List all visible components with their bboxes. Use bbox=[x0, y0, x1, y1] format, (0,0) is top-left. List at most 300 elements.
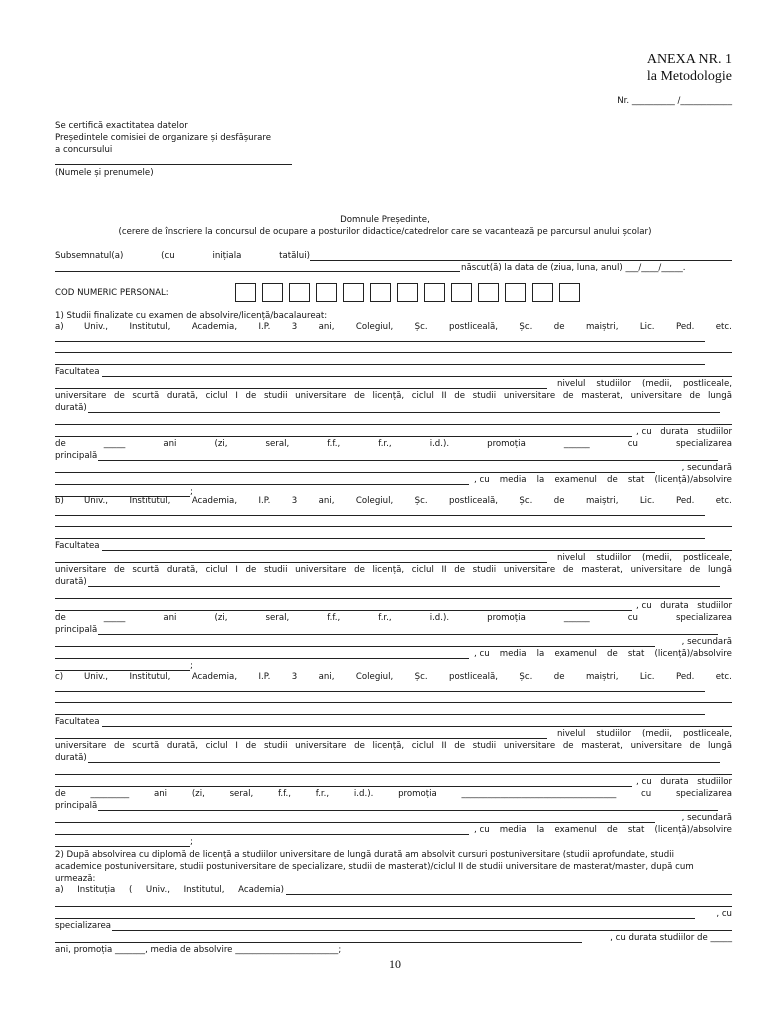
duration-field[interactable] bbox=[88, 412, 720, 413]
principal-label: principală bbox=[55, 625, 98, 635]
section-2-line-1: 2) După absolvirea cu diplomă de licență a studiilor universitare de lungă durată am absolvit cursuri postuniversitare (studii aprofundate, studii bbox=[55, 850, 674, 860]
word: Șc. bbox=[414, 496, 428, 506]
request-subtitle: (cerere de înscriere la concursul de ocupare a posturilor didactice/catedrelor care se vacantează pe parcursul anului școlar) bbox=[118, 227, 652, 237]
blank-field[interactable] bbox=[55, 424, 732, 425]
word: examenul bbox=[554, 825, 597, 835]
word: de bbox=[55, 789, 66, 799]
word: Institutul, bbox=[129, 322, 171, 332]
cnp-digit-box[interactable] bbox=[370, 283, 391, 302]
word: ciclul bbox=[411, 741, 434, 751]
word: 3 bbox=[291, 496, 298, 506]
study-level-continued bbox=[55, 391, 732, 401]
word: I bbox=[235, 565, 238, 575]
word: de bbox=[553, 672, 565, 682]
cnp-digit-box[interactable] bbox=[451, 283, 472, 302]
section-2-field[interactable] bbox=[55, 906, 732, 907]
word: Academia, bbox=[191, 322, 238, 332]
salutation: Domnule Președinte, bbox=[340, 215, 430, 225]
word: ciclul bbox=[205, 741, 228, 751]
word: universitare bbox=[630, 391, 682, 401]
section-2-line-3: urmează: bbox=[55, 874, 96, 884]
blank-field[interactable] bbox=[55, 598, 732, 599]
cnp-digit-box[interactable] bbox=[505, 283, 526, 302]
word: _____ bbox=[103, 613, 126, 623]
word: (zi, bbox=[214, 439, 228, 449]
word: examenul bbox=[554, 649, 597, 659]
word: studii bbox=[472, 391, 497, 401]
word: Colegiul, bbox=[355, 496, 394, 506]
word: nivelul bbox=[557, 553, 586, 563]
word: examenul bbox=[554, 475, 597, 485]
word: maiștri, bbox=[585, 496, 619, 506]
word: de bbox=[113, 741, 125, 751]
blank-field[interactable] bbox=[55, 526, 732, 527]
word: ani bbox=[163, 613, 177, 623]
word: universitare bbox=[295, 565, 347, 575]
word: de bbox=[245, 741, 257, 751]
word: de bbox=[454, 391, 465, 401]
word: Institutul, bbox=[183, 885, 225, 895]
cnp-digit-box[interactable] bbox=[424, 283, 445, 302]
word: Lic. bbox=[639, 322, 655, 332]
faculty-field[interactable] bbox=[102, 726, 732, 727]
word: ciclul bbox=[205, 391, 228, 401]
blank-field[interactable] bbox=[55, 341, 705, 342]
word: de bbox=[689, 741, 701, 751]
study-duration-words bbox=[636, 777, 732, 787]
word: inițiala bbox=[212, 251, 242, 261]
word: f.r., bbox=[378, 613, 392, 623]
word: lungă bbox=[707, 741, 732, 751]
word: i.d.). bbox=[353, 789, 374, 799]
faculty-field[interactable] bbox=[102, 550, 732, 551]
word: masterat, bbox=[581, 391, 623, 401]
word: 3 bbox=[291, 672, 298, 682]
word: a) bbox=[55, 885, 64, 895]
certify-line-1: Se certifică exactitatea datelor bbox=[55, 121, 188, 131]
word: de bbox=[113, 565, 125, 575]
word: ciclul bbox=[411, 391, 434, 401]
cnp-digit-box[interactable] bbox=[235, 283, 256, 302]
block-letter: b) bbox=[55, 496, 64, 506]
study-level-continued bbox=[55, 565, 732, 575]
word: ani bbox=[163, 439, 177, 449]
word: de bbox=[245, 391, 257, 401]
word: cu bbox=[627, 613, 638, 623]
cnp-digit-box[interactable] bbox=[343, 283, 364, 302]
word: stat bbox=[627, 649, 645, 659]
word: seral, bbox=[229, 789, 254, 799]
word: Colegiul, bbox=[355, 672, 394, 682]
word: universitare bbox=[503, 741, 556, 751]
word: de bbox=[55, 613, 66, 623]
word: universitare bbox=[630, 565, 682, 575]
word: durata bbox=[660, 777, 689, 787]
secondary-label: , secundară bbox=[681, 637, 732, 647]
word: (zi, bbox=[214, 613, 228, 623]
word: _________ bbox=[90, 789, 130, 799]
cnp-digit-box[interactable] bbox=[289, 283, 310, 302]
word: de bbox=[55, 439, 66, 449]
semicolon: ; bbox=[190, 661, 193, 671]
word: , cu bbox=[474, 475, 490, 485]
word: 3 bbox=[291, 322, 298, 332]
cnp-digit-box[interactable] bbox=[262, 283, 283, 302]
word: scurtă bbox=[132, 565, 160, 575]
word: , cu bbox=[474, 649, 490, 659]
faculty-field-2[interactable] bbox=[55, 562, 547, 563]
word: lungă bbox=[707, 391, 732, 401]
word: postliceale, bbox=[682, 729, 732, 739]
word: seral, bbox=[265, 613, 290, 623]
word: Ped. bbox=[675, 322, 695, 332]
word: de bbox=[354, 565, 365, 575]
block-letter: a) bbox=[55, 322, 64, 332]
word: specializarea bbox=[675, 789, 732, 799]
principal-field[interactable] bbox=[98, 810, 718, 811]
word: I bbox=[235, 741, 238, 751]
section-2-specialization-label: specializarea bbox=[55, 921, 112, 931]
study-form-words bbox=[55, 439, 732, 449]
word: media bbox=[499, 475, 527, 485]
word: scurtă bbox=[132, 741, 160, 751]
word: seral, bbox=[265, 439, 290, 449]
word: de bbox=[607, 475, 618, 485]
cnp-digit-box[interactable] bbox=[397, 283, 418, 302]
word: Academia, bbox=[191, 672, 238, 682]
word: (medii, bbox=[642, 553, 672, 563]
blank-field[interactable] bbox=[55, 658, 469, 659]
word: , cu bbox=[636, 601, 652, 611]
word: Instituția bbox=[77, 885, 116, 895]
study-level-words bbox=[557, 729, 732, 739]
word: (licență)/absolvire bbox=[654, 825, 732, 835]
word: studiilor bbox=[697, 777, 732, 787]
word: postliceală, bbox=[449, 672, 498, 682]
study-form-words bbox=[55, 789, 732, 799]
word: Ped. bbox=[675, 672, 695, 682]
word: postliceală, bbox=[449, 322, 498, 332]
word: cu bbox=[641, 789, 652, 799]
blank-field[interactable] bbox=[55, 714, 705, 715]
section-2-field[interactable] bbox=[55, 942, 582, 943]
word: licență, bbox=[372, 565, 405, 575]
word: f.f., bbox=[327, 613, 341, 623]
word: studii bbox=[263, 741, 288, 751]
word: la bbox=[536, 475, 545, 485]
word: studii bbox=[472, 565, 497, 575]
page-number: 10 bbox=[389, 957, 401, 971]
applicant-name-field[interactable] bbox=[310, 260, 732, 261]
word: etc. bbox=[715, 322, 732, 332]
word: de bbox=[562, 391, 574, 401]
section-2-last-line: ani, promoția _______, media de absolvire ________________________; bbox=[55, 945, 342, 955]
name-hint: (Numele și prenumele) bbox=[55, 168, 154, 178]
word: nivelul bbox=[557, 729, 586, 739]
word: studii bbox=[263, 391, 288, 401]
annex-title: ANEXA NR. 1 bbox=[646, 52, 732, 67]
word: postliceală, bbox=[449, 496, 498, 506]
word: ciclul bbox=[411, 565, 434, 575]
blank-field[interactable] bbox=[55, 691, 705, 692]
word: (medii, bbox=[642, 729, 672, 739]
section-2-institution-field[interactable] bbox=[286, 894, 732, 895]
word: Șc. bbox=[519, 672, 533, 682]
blank-field[interactable] bbox=[55, 774, 732, 775]
blank-field[interactable] bbox=[55, 472, 655, 473]
word: ani, bbox=[318, 496, 335, 506]
blank-field[interactable] bbox=[55, 538, 705, 539]
study-level-words bbox=[557, 553, 732, 563]
annex-subtitle: la Metodologie bbox=[646, 69, 732, 84]
registration-number: Nr. __________ /____________ bbox=[617, 96, 732, 106]
section-1-title: 1) Studii finalizate cu examen de absolvire/licență/bacalaureat: bbox=[55, 311, 328, 321]
word: maiștri, bbox=[585, 322, 619, 332]
word: Academia, bbox=[191, 496, 238, 506]
blank-field[interactable] bbox=[55, 670, 190, 671]
word: universitare bbox=[295, 391, 347, 401]
word: i.d.). bbox=[429, 439, 450, 449]
section-2-institution-words bbox=[55, 885, 284, 895]
faculty-label: Facultatea bbox=[55, 367, 100, 377]
semicolon: ; bbox=[190, 487, 193, 497]
blank-field[interactable] bbox=[55, 646, 655, 647]
word: studii bbox=[472, 741, 497, 751]
word: la bbox=[536, 825, 545, 835]
blank-field[interactable] bbox=[55, 822, 655, 823]
cnp-digit-box[interactable] bbox=[532, 283, 553, 302]
word: licență, bbox=[372, 391, 405, 401]
word: universitare bbox=[503, 391, 556, 401]
word: ani bbox=[153, 789, 168, 799]
word: Colegiul, bbox=[355, 322, 394, 332]
word: Ped. bbox=[675, 496, 695, 506]
word: Șc. bbox=[414, 322, 428, 332]
word: de bbox=[454, 565, 465, 575]
institution-options bbox=[84, 496, 732, 506]
word: (licență)/absolvire bbox=[654, 649, 732, 659]
study-duration-words bbox=[636, 427, 732, 437]
word: I.P. bbox=[258, 322, 271, 332]
word: nivelul bbox=[557, 379, 586, 389]
faculty-label: Facultatea bbox=[55, 717, 100, 727]
word: universitare bbox=[55, 741, 107, 751]
word: Institutul, bbox=[129, 496, 171, 506]
word: ______ bbox=[563, 613, 590, 623]
blank-field[interactable] bbox=[55, 786, 632, 787]
applicant-name-field-2[interactable] bbox=[55, 271, 460, 272]
faculty-label: Facultatea bbox=[55, 541, 100, 551]
section-2-specialization-field[interactable] bbox=[112, 930, 732, 931]
word: ani, bbox=[318, 322, 335, 332]
president-name-field[interactable] bbox=[55, 164, 292, 165]
word: f.f., bbox=[327, 439, 341, 449]
study-form-words bbox=[55, 613, 732, 623]
word: _____ bbox=[103, 439, 126, 449]
word: licență, bbox=[372, 741, 405, 751]
word: Șc. bbox=[519, 322, 533, 332]
word: (medii, bbox=[642, 379, 672, 389]
faculty-field-2[interactable] bbox=[55, 388, 547, 389]
word: lungă bbox=[707, 565, 732, 575]
word: Lic. bbox=[639, 672, 655, 682]
section-2-field[interactable] bbox=[55, 918, 695, 919]
word: studii bbox=[263, 565, 288, 575]
word: scurtă bbox=[132, 391, 160, 401]
blank-field[interactable] bbox=[55, 515, 705, 516]
word: ( bbox=[128, 885, 133, 895]
state-exam-words bbox=[474, 649, 732, 659]
blank-field[interactable] bbox=[55, 834, 469, 835]
word: Lic. bbox=[639, 496, 655, 506]
word: Univ., bbox=[145, 885, 170, 895]
state-exam-words bbox=[474, 825, 732, 835]
word: studiilor bbox=[697, 427, 732, 437]
word: (cu bbox=[161, 251, 175, 261]
certify-line-2: Președintele comisiei de organizare și desfășurare bbox=[55, 133, 272, 143]
duration-label: durată) bbox=[55, 753, 87, 763]
study-duration-words bbox=[636, 601, 732, 611]
word: universitare bbox=[55, 391, 107, 401]
word: durata bbox=[660, 601, 689, 611]
word: media bbox=[499, 649, 527, 659]
word: f.r., bbox=[378, 439, 392, 449]
blank-field[interactable] bbox=[55, 846, 190, 847]
word: I bbox=[235, 391, 238, 401]
faculty-field-2[interactable] bbox=[55, 738, 547, 739]
blank-field[interactable] bbox=[55, 364, 705, 365]
word: promoția bbox=[487, 613, 526, 623]
blank-field[interactable] bbox=[55, 610, 632, 611]
secondary-label: , secundară bbox=[681, 813, 732, 823]
principal-label: principală bbox=[55, 451, 98, 461]
word: media bbox=[499, 825, 527, 835]
duration-field[interactable] bbox=[88, 586, 720, 587]
word: la bbox=[536, 649, 545, 659]
word: de bbox=[454, 741, 465, 751]
institution-options bbox=[84, 322, 732, 332]
word: de bbox=[562, 565, 574, 575]
word: specializarea bbox=[675, 439, 732, 449]
state-exam-words bbox=[474, 475, 732, 485]
word: de bbox=[245, 565, 257, 575]
word: , cu bbox=[636, 427, 652, 437]
word: de bbox=[113, 391, 125, 401]
word: universitare bbox=[295, 741, 347, 751]
word: Șc. bbox=[519, 496, 533, 506]
word: durată, bbox=[166, 741, 198, 751]
cnp-label: COD NUMERIC PERSONAL: bbox=[55, 288, 169, 298]
word: de bbox=[553, 496, 565, 506]
word: II bbox=[441, 391, 447, 401]
word: de bbox=[689, 391, 701, 401]
study-level-words bbox=[557, 379, 732, 389]
principal-label: principală bbox=[55, 801, 98, 811]
blank-field[interactable] bbox=[55, 484, 469, 485]
block-letter: c) bbox=[55, 672, 64, 682]
word: cu bbox=[627, 439, 638, 449]
word: Univ., bbox=[84, 322, 109, 332]
word: I.P. bbox=[258, 672, 271, 682]
word: promoția bbox=[487, 439, 526, 449]
applicant-words bbox=[55, 251, 310, 261]
word: tatălui) bbox=[279, 251, 310, 261]
word: etc. bbox=[715, 672, 732, 682]
word: durata bbox=[660, 427, 689, 437]
word: promoția bbox=[398, 789, 437, 799]
word: de bbox=[562, 741, 574, 751]
word: etc. bbox=[715, 496, 732, 506]
word: ciclul bbox=[205, 565, 228, 575]
secondary-label: , secundară bbox=[681, 463, 732, 473]
duration-field[interactable] bbox=[88, 762, 720, 763]
cnp-digit-box[interactable] bbox=[559, 283, 580, 302]
semicolon: ; bbox=[190, 837, 193, 847]
word: I.P. bbox=[258, 496, 271, 506]
word: de bbox=[607, 825, 618, 835]
word: ____________________________________ bbox=[461, 789, 617, 799]
birth-date-label: născut(ă) la data de (ziua, luna, anul) ___/____/_____. bbox=[461, 263, 686, 273]
blank-field[interactable] bbox=[55, 352, 732, 353]
word: , cu bbox=[474, 825, 490, 835]
word: ani, bbox=[318, 672, 335, 682]
principal-field[interactable] bbox=[98, 634, 718, 635]
word: specializarea bbox=[675, 613, 732, 623]
cnp-digit-box[interactable] bbox=[316, 283, 337, 302]
blank-field[interactable] bbox=[55, 436, 632, 437]
word: universitare bbox=[55, 565, 107, 575]
word: f.r., bbox=[315, 789, 330, 799]
section-2-duration: , cu durata studiilor de _____ bbox=[610, 933, 732, 943]
word: Univ., bbox=[84, 672, 109, 682]
faculty-field[interactable] bbox=[102, 376, 732, 377]
word: durată, bbox=[166, 391, 198, 401]
cnp-digit-box[interactable] bbox=[478, 283, 499, 302]
word: II bbox=[441, 565, 447, 575]
word: universitare bbox=[503, 565, 556, 575]
word: universitare bbox=[630, 741, 682, 751]
word: Institutul, bbox=[129, 672, 171, 682]
word: durată, bbox=[166, 565, 198, 575]
certify-line-3: a concursului bbox=[55, 145, 113, 155]
word: Subsemnatul(a) bbox=[55, 251, 124, 261]
word: stat bbox=[627, 825, 645, 835]
section-2-cu: , cu bbox=[716, 909, 732, 919]
word: studiilor bbox=[596, 379, 632, 389]
section-2-line-2: academice postuniversitare, studii postuniversitare de specializare, studii de masterat)/ciclul II de studii universitare de masterat/master, după cum bbox=[55, 862, 694, 872]
word: stat bbox=[627, 475, 645, 485]
word: ______ bbox=[563, 439, 590, 449]
word: studiilor bbox=[596, 553, 632, 563]
word: postliceale, bbox=[682, 553, 732, 563]
blank-field[interactable] bbox=[55, 702, 732, 703]
word: i.d.). bbox=[429, 613, 450, 623]
word: de bbox=[354, 391, 365, 401]
duration-label: durată) bbox=[55, 577, 87, 587]
study-level-continued bbox=[55, 741, 732, 751]
word: maiștri, bbox=[585, 672, 619, 682]
word: de bbox=[354, 741, 365, 751]
principal-field[interactable] bbox=[98, 460, 718, 461]
word: studiilor bbox=[697, 601, 732, 611]
duration-label: durată) bbox=[55, 403, 87, 413]
word: (zi, bbox=[191, 789, 205, 799]
word: postliceale, bbox=[682, 379, 732, 389]
word: de bbox=[553, 322, 565, 332]
word: masterat, bbox=[581, 741, 623, 751]
word: f.f., bbox=[278, 789, 292, 799]
institution-options bbox=[84, 672, 732, 682]
